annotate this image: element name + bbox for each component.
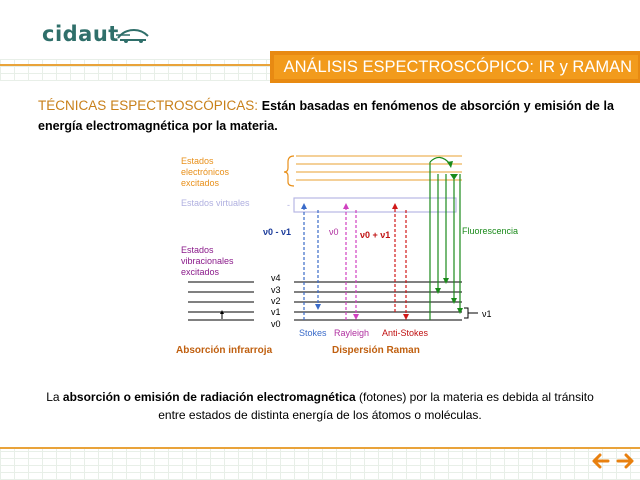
footer-grid-decoration — [0, 449, 640, 480]
label-v1-right: ν1 — [482, 309, 492, 319]
arrow-right-icon — [616, 453, 634, 469]
footer-bold: absorción o emisión de radiación electromagnética — [62, 390, 356, 404]
electronic-brace — [284, 156, 294, 186]
fluorescence-arrowhead — [451, 298, 457, 304]
level-label-v1: v1 — [271, 307, 281, 317]
label-anti-stokes: Anti-Stokes — [382, 328, 429, 338]
caption-raman: Dispersión Raman — [332, 345, 420, 356]
fluorescence-arrowhead — [443, 278, 449, 284]
level-label-v3: v3 — [271, 285, 281, 295]
right-bracket — [464, 308, 468, 318]
cidaut-logo: cidaut — [42, 22, 119, 46]
prev-slide-button[interactable] — [590, 451, 612, 471]
virtual-state-box — [294, 198, 456, 212]
rayleigh-down-arrowhead — [353, 314, 359, 320]
rayleigh-up-arrowhead — [343, 203, 349, 209]
label-virtual: Estados virtuales — [181, 198, 250, 208]
level-label-v0: v0 — [271, 319, 281, 329]
antistokes-down-arrowhead — [403, 314, 409, 320]
label-v0-plus-v1: ν0 + ν1 — [360, 230, 391, 240]
arrow-left-icon — [592, 453, 610, 469]
label-electronic-1: Estados — [181, 156, 214, 166]
virtual-dash: - — [287, 200, 290, 210]
label-v0: ν0 — [329, 227, 339, 237]
label-fluorescence: Fluorescencia — [462, 226, 519, 236]
intro-text: Están basadas en fenómenos de absorción y emisión de la energía electromagnética por la materia. — [38, 99, 614, 133]
label-vibrational-2: vibracionales — [181, 256, 234, 266]
label-stokes: Stokes — [299, 328, 327, 338]
label-electronic-2: electrónicos — [181, 167, 230, 177]
level-label-v4: v4 — [271, 273, 281, 283]
label-vibrational-1: Estados — [181, 245, 214, 255]
next-slide-button[interactable] — [614, 451, 636, 471]
intro-heading: TÉCNICAS ESPECTROSCÓPICAS: — [38, 98, 259, 113]
footer-post: (fotones) por la materia es debida al tránsito entre estados de distinta energía de los átomos o moléculas. — [158, 390, 594, 422]
antistokes-up-arrowhead — [392, 203, 398, 209]
page-title: ANÁLISIS ESPECTROSCÓPICO: IR y RAMAN — [274, 55, 638, 79]
label-v0-minus-v1: ν0 - ν1 — [263, 227, 292, 237]
level-label-v2: v2 — [271, 296, 281, 306]
fluorescence-top-arrowhead — [450, 174, 458, 180]
label-electronic-3: excitados — [181, 178, 220, 188]
label-rayleigh: Rayleigh — [334, 328, 370, 338]
stokes-down-arrowhead — [315, 304, 321, 310]
fluorescence-curve — [430, 157, 450, 164]
stokes-up-arrowhead — [301, 203, 307, 209]
caption-ir: Absorción infrarroja — [176, 345, 273, 356]
footer-paragraph — [40, 388, 600, 424]
label-vibrational-3: excitados — [181, 267, 220, 277]
fluorescence-arrowhead — [435, 288, 441, 294]
footer-pre: La — [46, 390, 63, 404]
fluorescence-arrowhead — [457, 308, 463, 314]
